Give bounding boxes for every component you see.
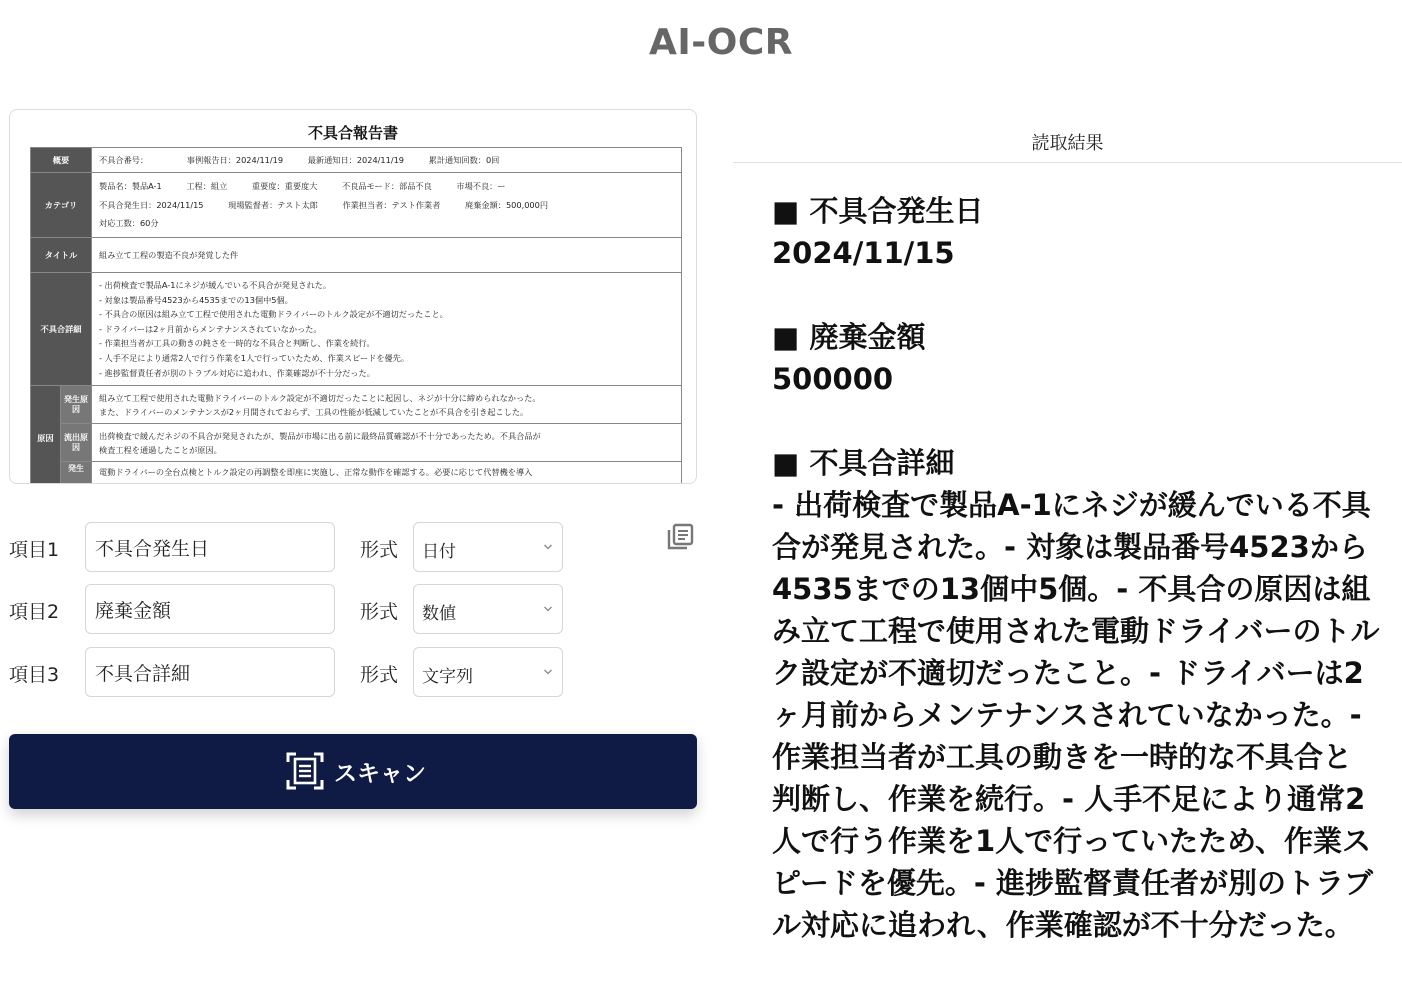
overview-label: 概要: [31, 148, 92, 173]
item-name-input[interactable]: [85, 584, 335, 634]
detail-line: - 不具合の原因は組み立て工程で使用された電動ドライバーのトルク設定が不適切だったこと。: [99, 309, 448, 320]
document-title: 不具合報告書: [307, 124, 398, 142]
app-title: AI-OCR: [649, 22, 793, 63]
detail-line: - 対象は製品番号4523から4535までの13個中5個。: [99, 294, 293, 305]
detail-line: - ドライバーは2ヶ月前からメンテナンスされていなかった。: [99, 323, 322, 334]
occur-cause-label: 発生原因: [61, 386, 92, 424]
item-label: 項目3: [9, 664, 60, 686]
format-select[interactable]: [413, 647, 563, 697]
detail-line: - 出荷検査で製品A-1にネジが緩んでいる不具合が発見された。: [99, 280, 332, 290]
category-cost: 廃棄金額：500,000円: [465, 199, 549, 210]
item-name-input[interactable]: [85, 522, 335, 572]
overview-value: [92, 148, 682, 173]
overview-no: 不具合番号：: [99, 155, 149, 165]
item-label: 項目1: [9, 539, 60, 561]
occur-cause-line: 組み立て工程で使用された電動ドライバーのトルク設定が不適切だったことに起因し、ネジが十分に締められなかった。: [99, 392, 541, 403]
occur-measure-label: 発生: [61, 462, 92, 484]
result-value: 500000: [772, 362, 894, 396]
category-value: [92, 173, 682, 238]
format-label: 形式: [360, 601, 399, 623]
category-date: 不具合発生日：2024/11/15: [99, 199, 204, 210]
item-row-2: [9, 584, 709, 634]
scan-button-label: スキャン: [334, 761, 426, 787]
item-row-3: [9, 647, 709, 697]
format-label: 形式: [360, 664, 399, 686]
occur-cause-value: [92, 386, 682, 424]
category-mode: 不良品モード：部品不良: [342, 181, 432, 192]
detail-line: - 人手不足により通常2人で行う作業を1人で行っていたため、作業スピードを優先。: [99, 352, 410, 363]
category-product: 製品名：製品A-1: [99, 181, 162, 192]
format-select[interactable]: [413, 584, 563, 634]
document-preview[interactable]: [9, 109, 697, 484]
chevron-down-icon: [543, 665, 553, 679]
result-item: [772, 316, 1380, 400]
result-item: [772, 442, 1380, 946]
result-value: 2024/11/15: [772, 236, 955, 270]
format-select-value: 数値: [422, 604, 456, 624]
chevron-down-icon: [543, 540, 553, 554]
format-select-value: 日付: [422, 542, 456, 562]
result-header: 読取結果: [733, 129, 1402, 163]
category-process: 工程：組立: [186, 181, 228, 192]
result-heading: ■ 不具合発生日: [772, 194, 984, 228]
occur-cause-line: また、ドライバーのメンテナンスが2ヶ月間されておらず、工具の性能が低減していたことが不具合を引き起こした。: [99, 406, 529, 417]
outflow-cause-value: [92, 424, 682, 462]
result-heading: ■ 不具合詳細: [772, 446, 955, 480]
result-heading: ■ 廃棄金額: [772, 320, 926, 354]
detail-value: [92, 273, 682, 386]
category-worker: 作業担当者：テスト作業者: [342, 199, 441, 210]
title-label: タイトル: [31, 238, 92, 273]
item-name-input[interactable]: [85, 647, 335, 697]
format-select[interactable]: [413, 522, 563, 572]
overview-count: 累計通知回数：0回: [428, 155, 500, 165]
chevron-down-icon: [543, 602, 553, 616]
report-table: [30, 147, 682, 484]
item-row-1: [9, 522, 709, 572]
detail-label: 不具合詳細: [31, 273, 92, 386]
item-label: 項目2: [9, 601, 60, 623]
scan-frame-icon: [285, 751, 325, 791]
title-value: 組み立て工程の製造不良が発覚した件: [92, 238, 682, 273]
outflow-cause-line: 出荷検査で緩んだネジの不具合が発見されたが、製品が市場に出る前に最終品質確認が不十分であったため。不具合品が: [99, 430, 541, 441]
scan-button[interactable]: [9, 734, 697, 809]
occur-measure-value: 電動ドライバーの全台点検とトルク設定の再調整を即座に実施し、正常な動作を確認する。必要に応じて代替機を導入: [92, 462, 682, 484]
result-body: [772, 190, 1380, 988]
result-item: [772, 190, 1380, 274]
outflow-cause-line: 検査工程を通過したことが原因。: [99, 444, 222, 455]
overview-report-date: 事例報告日：2024/11/19: [186, 155, 284, 165]
cause-label: 原因: [31, 386, 61, 484]
category-label: カテゴリ: [31, 173, 92, 238]
outflow-cause-label: 流出原因: [61, 424, 92, 462]
category-supervisor: 現場監督者：テスト太郎: [228, 199, 318, 210]
detail-line: - 進捗監督責任者が別のトラブル対応に追われ、作業確認が不十分だった。: [99, 367, 375, 378]
category-hours: 対応工数：60分: [99, 218, 159, 229]
format-select-value: 文字列: [422, 667, 473, 687]
category-severity: 重要度：重要度大: [251, 181, 318, 192]
overview-last-notice: 最新通知日：2024/11/19: [307, 155, 405, 165]
list-icon[interactable]: [665, 522, 695, 552]
result-value: - 出荷検査で製品A-1にネジが緩んでいる不具合が発見された。- 対象は製品番号4523から4535までの13個中5個。- 不具合の原因は組み立て工程で使用された電動ドライバーのトルク設定が不適切だったこと。- ドライバーは2ヶ月前からメンテナンスされていなかった。- 作業担当者が工具の動きを一時的な不具合と判断し、作業を続行。- 人手不足により通常2人で行う作業を1人で行っていたため、作業スピードを優先。- 進捗監督責任者が別のトラブル対応に追われ、作業確認が不十分だった。: [772, 488, 1380, 942]
detail-line: - 作業担当者が工具の動きの鈍さを一時的な不具合と判断し、作業を続行。: [99, 338, 375, 349]
format-label: 形式: [360, 539, 399, 561]
category-market: 市場不良：ー: [456, 181, 506, 192]
